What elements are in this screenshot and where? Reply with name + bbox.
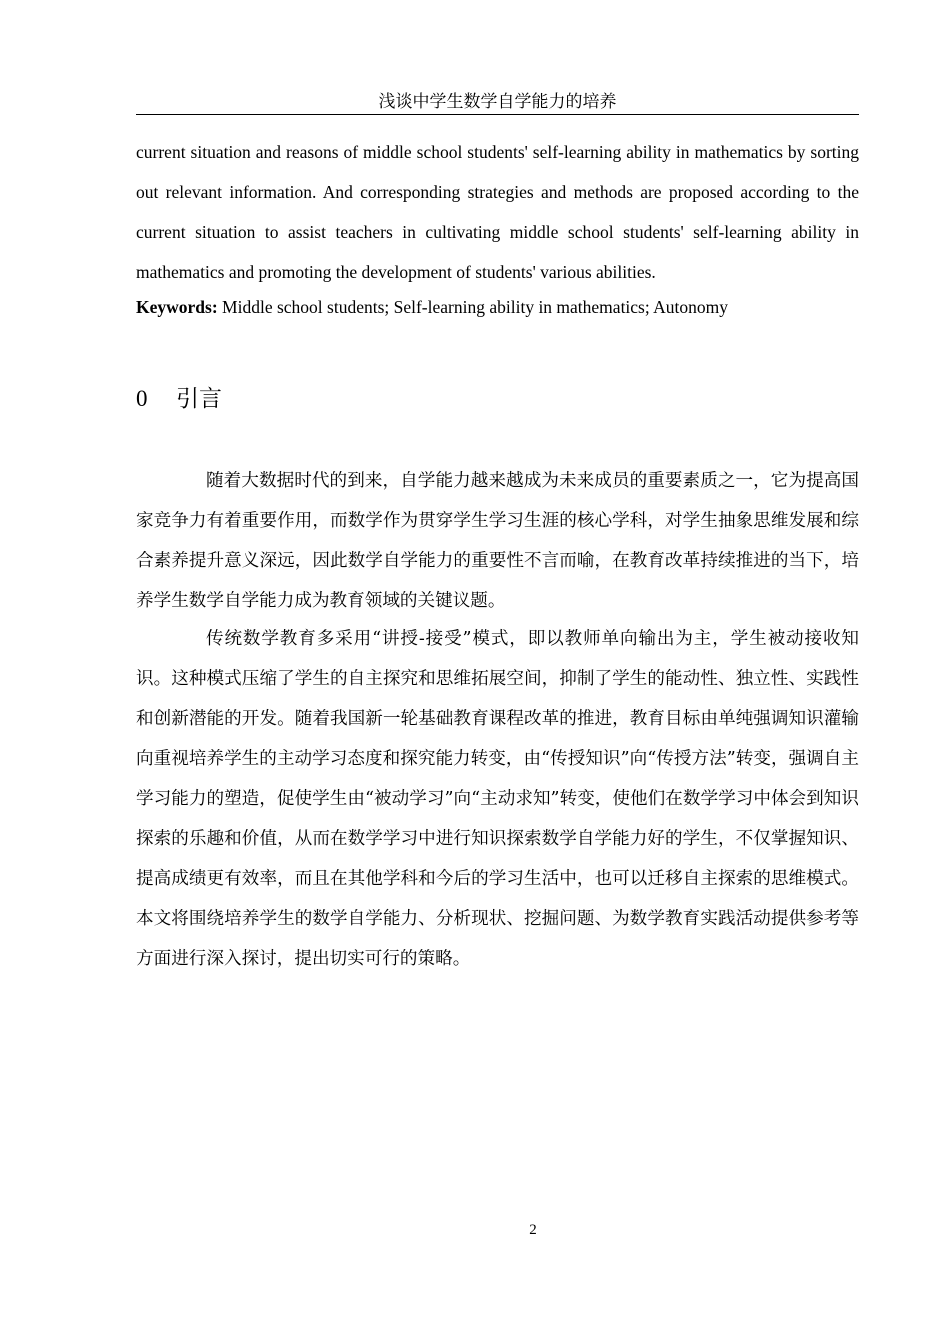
section-number: 0 [136, 386, 148, 411]
keywords-text: Middle school students; Self-learning ability in mathematics; Autonomy [217, 297, 729, 317]
keywords-label: Keywords: [136, 297, 218, 317]
page-number: 2 [529, 1222, 537, 1238]
abstract-english-continued: current situation and reasons of middle school students' self-learning ability in mathematics by sorting out relevant information. And corresponding strategies and methods are proposed according to the current situation to assist teachers in cultivating middle school students' self-learning ability in mathematics and promoting the development of students' various abilities. [136, 142, 859, 282]
body-paragraph: 传统数学教育多采用“讲授-接受”模式，即以教师单向输出为主，学生被动接收知识。这种模式压缩了学生的自主探究和思维拓展空间，抑制了学生的能动性、独立性、实践性和创新潜能的开发。随着我国新一轮基础教育课程改革的推进，教育目标由单纯强调知识灌输向重视培养学生的主动学习态度和探究能力转变，由“传授知识”向“传授方法”转变，强调自主学习能力的塑造，促使学生由“被动学习”向“主动求知”转变，使他们在数学学习中体会到知识探索的乐趣和价值，从而在数学学习中进行知识探索数学自学能力好的学生，不仅掌握知识、提高成绩更有效率，而且在其他学科和今后的学习生活中，也可以迁移自主探索的思维模式。本文将围绕培养学生的数学自学能力、分析现状、挖掘问题、为数学教育实践活动提供参考等方面进行深入探讨，提出切实可行的策略。 [136, 629, 859, 969]
running-header: 浅谈中学生数学自学能力的培养 [136, 90, 859, 115]
keywords-line [136, 294, 859, 320]
section-title: 引言 [176, 386, 222, 412]
body-paragraph: 随着大数据时代的到来，自学能力越来越成为未来成员的重要素质之一，它为提高国家竞争力有着重要作用，而数学作为贯穿学生学习生涯的核心学科，对学生抽象思维发展和综合素养提升意义深远，因此数学自学能力的重要性不言而喻，在教育改革持续推进的当下，培养学生数学自学能力成为教育领域的关键议题。 [136, 471, 859, 611]
section-heading [136, 382, 222, 416]
